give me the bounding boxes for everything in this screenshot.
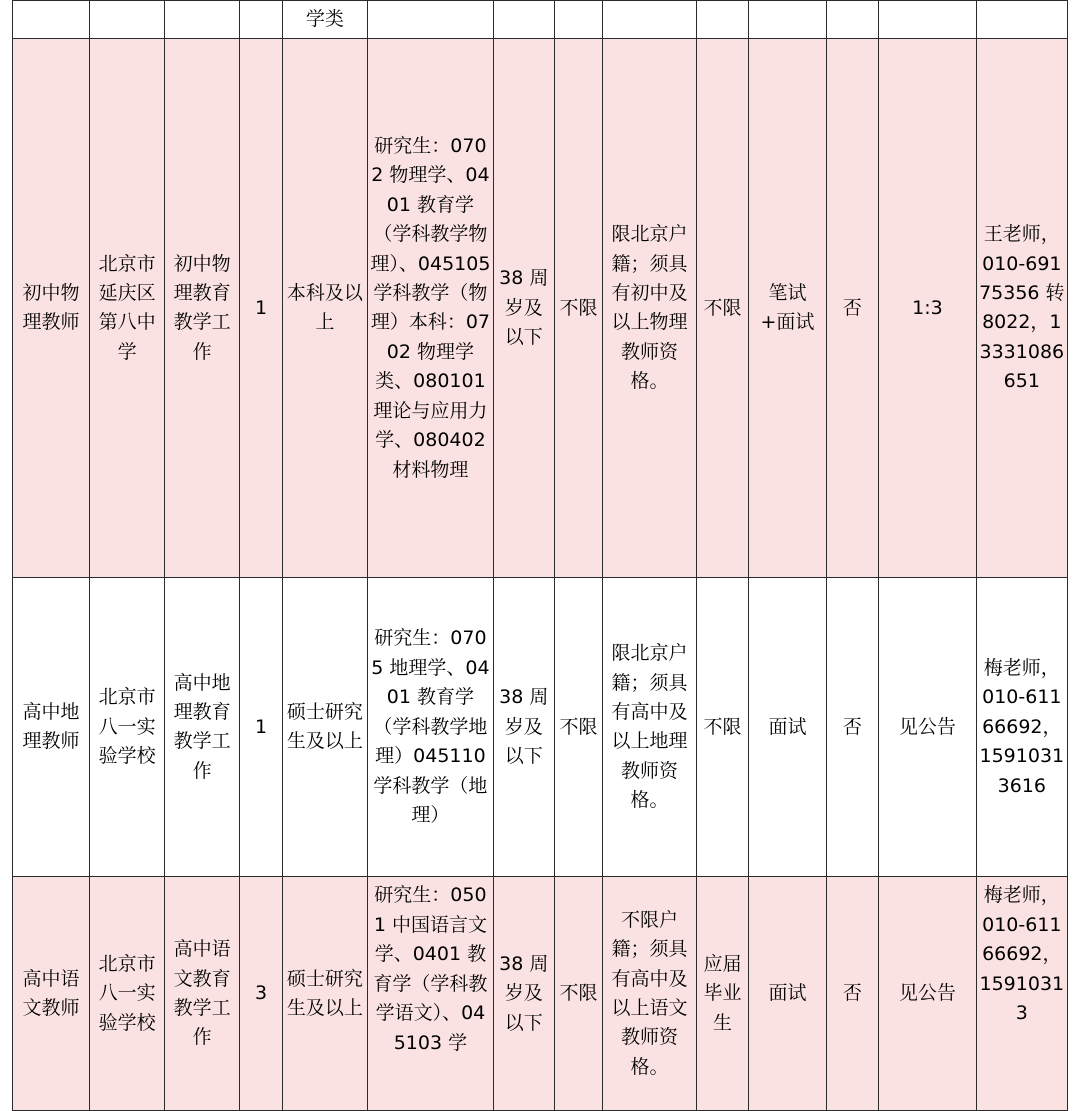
cell-written-exam: 否 — [826, 578, 879, 877]
cell-exam-ratio: 1:3 — [879, 39, 976, 578]
cell-headcount: 1 — [240, 578, 283, 877]
cell-age: 38 周岁及以下 — [493, 578, 554, 877]
cell-other-requirements: 应届毕业生 — [696, 877, 749, 1111]
cell-other-requirements: 不限 — [696, 39, 749, 578]
cell-major: 研究生：0705 地理学、0401 教育学（学科教学地理）045110 学科教学（地理） — [368, 578, 494, 877]
cell-gender: 不限 — [554, 578, 603, 877]
cell-contact: 梅老师，010-61166692，15910313616 — [976, 578, 1067, 877]
cell-age: 38 周岁及以下 — [493, 39, 554, 578]
cell-other-requirements: 不限 — [696, 578, 749, 877]
cell-education: 学类 — [282, 1, 367, 39]
cell-position: 初中物理教师 — [13, 39, 90, 578]
cell-contact: 梅老师，010-61166692，15910313 — [976, 877, 1067, 1111]
table-row — [13, 578, 1068, 877]
cell-major: 研究生：0501 中国语言文学、0401 教育学（学科教学语文）、045103 学 — [368, 877, 494, 1111]
cell-employer: 北京市八一实验学校 — [90, 877, 165, 1111]
cell-duty — [165, 1, 240, 39]
cell-other-conditions: 不限户籍；须具有高中及以上语文教师资格。 — [603, 877, 696, 1111]
cell-employer: 北京市延庆区第八中学 — [90, 39, 165, 578]
cell-position — [13, 1, 90, 39]
cell-age: 38 周岁及以下 — [493, 877, 554, 1111]
cell-exam-ratio — [879, 1, 976, 39]
cell-duty: 高中地理教育教学工作 — [165, 578, 240, 877]
cell-written-exam: 否 — [826, 39, 879, 578]
cell-duty: 高中语文教育教学工作 — [165, 877, 240, 1111]
cell-age — [493, 1, 554, 39]
cell-position: 高中语文教师 — [13, 877, 90, 1111]
cell-exam-method: 面试 — [749, 578, 826, 877]
table-row — [13, 1, 1068, 39]
cell-other-requirements — [696, 1, 749, 39]
cell-headcount: 1 — [240, 39, 283, 578]
cell-gender: 不限 — [554, 877, 603, 1111]
cell-exam-method — [749, 1, 826, 39]
cell-duty: 初中物理教育教学工作 — [165, 39, 240, 578]
recruitment-table — [12, 0, 1068, 1111]
cell-employer: 北京市八一实验学校 — [90, 578, 165, 877]
cell-major: 研究生：0702 物理学、0401 教育学（学科教学物理）、045105 学科教学（物理）本科：0702 物理学类、080101 理论与应用力学、080402 材料物理 — [368, 39, 494, 578]
cell-written-exam: 否 — [826, 877, 879, 1111]
cell-exam-method: 笔试+面试 — [749, 39, 826, 578]
cell-education: 本科及以上 — [282, 39, 367, 578]
cell-exam-ratio: 见公告 — [879, 877, 976, 1111]
cell-employer — [90, 1, 165, 39]
cell-gender: 不限 — [554, 39, 603, 578]
cell-other-conditions: 限北京户籍；须具有初中及以上物理教师资格。 — [603, 39, 696, 578]
cell-education: 硕士研究生及以上 — [282, 578, 367, 877]
cell-headcount — [240, 1, 283, 39]
table-row — [13, 877, 1068, 1111]
cell-major — [368, 1, 494, 39]
cell-contact: 王老师，010-69175356 转 8022，13331086651 — [976, 39, 1067, 578]
cell-exam-ratio: 见公告 — [879, 578, 976, 877]
cell-exam-method: 面试 — [749, 877, 826, 1111]
cell-other-conditions — [603, 1, 696, 39]
cell-contact — [976, 1, 1067, 39]
cell-gender — [554, 1, 603, 39]
table-row — [13, 39, 1068, 578]
cell-position: 高中地理教师 — [13, 578, 90, 877]
cell-headcount: 3 — [240, 877, 283, 1111]
cell-written-exam — [826, 1, 879, 39]
cell-education: 硕士研究生及以上 — [282, 877, 367, 1111]
cell-other-conditions: 限北京户籍；须具有高中及以上地理教师资格。 — [603, 578, 696, 877]
